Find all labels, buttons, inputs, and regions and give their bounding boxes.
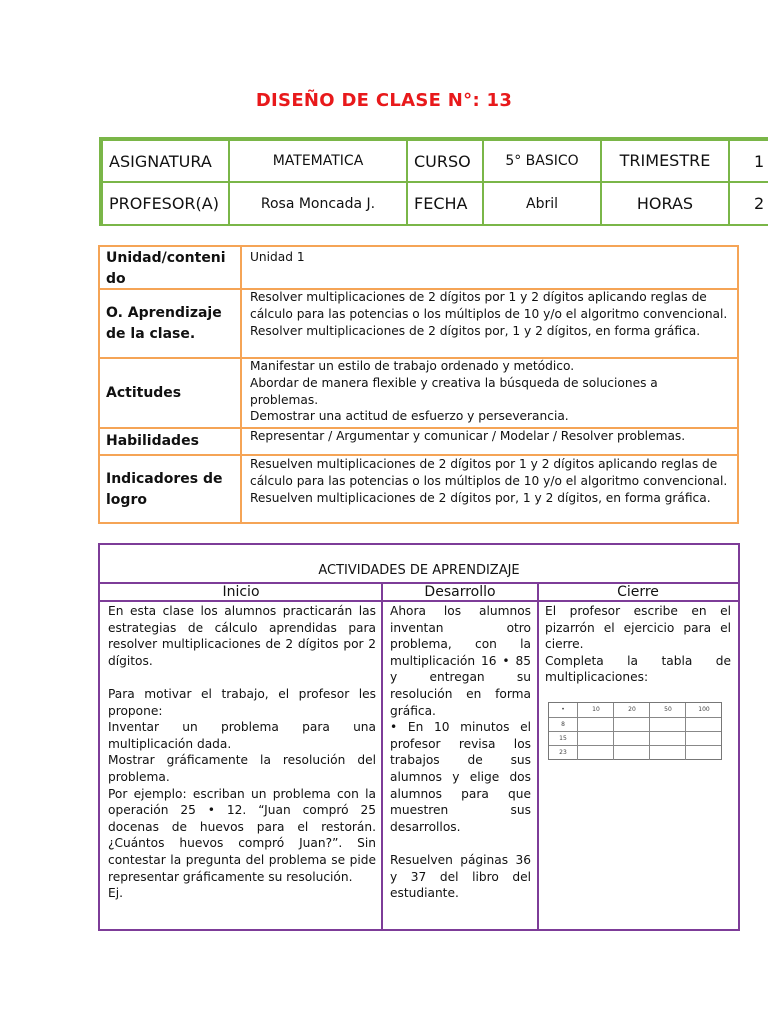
cierre-text: El profesor escribe en el pizarrón el ejercicio para el cierre. Completa la tabla de multiplicaciones:	[545, 604, 731, 685]
column-divider	[381, 582, 383, 929]
col-header-desarrollo: Desarrollo	[382, 582, 538, 602]
fecha-label: FECHA	[406, 181, 484, 226]
profesor-value: Rosa Moncada J.	[228, 181, 408, 226]
asignatura-label: ASIGNATURA	[101, 139, 230, 183]
table-cell: 100	[685, 703, 722, 717]
info-label: O. Aprendizaje de la clase.	[100, 290, 242, 357]
trimestre-value: 1	[728, 139, 768, 183]
table-cell: 50	[649, 703, 686, 717]
curso-label: CURSO	[406, 139, 484, 183]
table-cell: •	[561, 706, 565, 713]
table-cell: 20	[613, 703, 650, 717]
col-header-inicio: Inicio	[100, 582, 382, 602]
fecha-value: Abril	[482, 181, 602, 226]
info-value: Resuelven multiplicaciones de 2 dígitos por 1 y 2 dígitos aplicando reglas de cálculo para las potencias o los múltiplos de 10 y/o el algoritmo convencional. Resuelven multiplicaciones de 2 dígitos por, 1 y 2 dígitos, en forma gráfica.	[250, 457, 728, 505]
info-value: Representar / Argumentar y comunicar / Modelar / Resolver problemas.	[250, 429, 686, 443]
page-title: DISEÑO DE CLASE N°: 13	[255, 90, 513, 111]
table-cell: 23	[559, 749, 567, 756]
asignatura-value: MATEMATICA	[228, 139, 408, 183]
horas-value: 2	[728, 181, 768, 226]
profesor-label: PROFESOR(A)	[101, 181, 230, 226]
table-row	[549, 745, 721, 760]
info-label: Indicadores de logro	[100, 456, 242, 524]
info-label: Unidad/contenido	[100, 247, 242, 288]
multiplication-table	[548, 702, 722, 760]
table-row	[549, 703, 721, 717]
table-row	[549, 717, 721, 732]
column-divider	[537, 582, 539, 929]
header-table	[99, 137, 768, 226]
horas-label: HORAS	[600, 181, 730, 226]
info-row-objetivo	[100, 288, 737, 357]
info-table	[98, 245, 739, 524]
info-row-indicadores	[100, 454, 737, 524]
info-value: Manifestar un estilo de trabajo ordenado y metódico. Abordar de manera flexible y creativa la búsqueda de soluciones a problemas. Demostrar una actitud de esfuerzo y perseverancia.	[250, 359, 658, 424]
curso-value: 5° BASICO	[482, 139, 602, 183]
trimestre-label: TRIMESTRE	[600, 139, 730, 183]
activities-title: ACTIVIDADES DE APRENDIZAJE	[318, 563, 520, 578]
info-row-actitudes	[100, 357, 737, 427]
info-value: Unidad 1	[250, 250, 305, 264]
info-row-unidad	[100, 247, 737, 288]
info-value: Resolver multiplicaciones de 2 dígitos por 1 y 2 dígitos aplicando reglas de cálculo para las potencias o los múltiplos de 10 y/o el algoritmo convencional. Resolver multiplicaciones de 2 dígitos por, 1 y 2 dígitos, en forma gráfica.	[250, 290, 728, 338]
info-label: Actitudes	[100, 359, 242, 427]
table-cell: 15	[559, 735, 567, 742]
table-cell: 8	[561, 721, 565, 728]
info-label: Habilidades	[100, 429, 242, 454]
desarrollo-text: Ahora los alumnos inventan otro problema, con la multiplicación 16 • 85 y entregan su resolución en forma gráfica. • En 10 minutos el profesor revisa los trabajos de sus alumnos y elige dos alumnos para que muestren sus desarrollos. Resuelven páginas 36 y 37 del libro del estudiante.	[390, 604, 531, 901]
inicio-text: En esta clase los alumnos practicarán las estrategias de cálculo aprendidas para resolver multiplicaciones de 2 dígitos por 2 dígitos. Para motivar el trabajo, el profesor les propone: Inventar un problema para una multiplicación dada. Mostrar gráficamente la resolución del problema. Por ejemplo: escriban un problema con la operación 25 • 12. “Juan compró 25 docenas de huevos para el restorán. ¿Cuántos huevos compró Juan?”. Sin contestar la pregunta del problema se pide representar gráficamente su resolución. Ej.	[108, 604, 376, 901]
info-row-habilidades	[100, 427, 737, 454]
table-row	[549, 731, 721, 746]
col-header-cierre: Cierre	[538, 582, 738, 602]
table-cell: 10	[577, 703, 614, 717]
